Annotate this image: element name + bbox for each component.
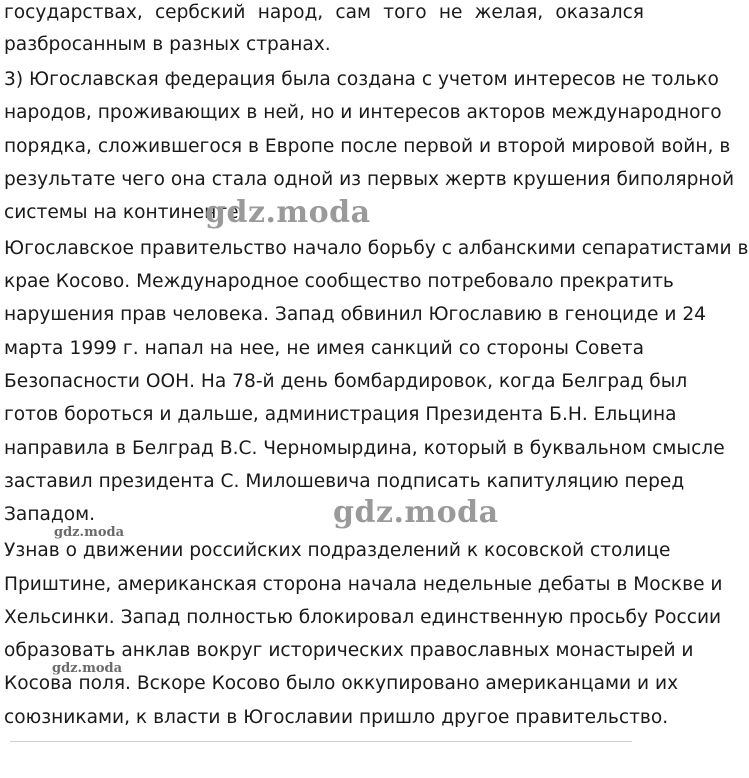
text-line: союзниками, к власти в Югославии пришло другое правительство. <box>4 707 669 728</box>
text-line: народов, проживающих в ней, но и интересов акторов международного <box>4 102 722 123</box>
text-line: системы на континенте. <box>4 202 245 223</box>
text-line: Косова поля. Вскоре Косово было оккупировано американцами и их <box>4 673 679 694</box>
text-line: Западом. <box>4 504 96 525</box>
text-line: Хельсинки. Запад полностью блокировал единственную просьбу России <box>4 607 722 628</box>
watermark-logo: gdz.moda <box>54 525 125 540</box>
text-line: заставил президента С. Милошевича подписать капитуляцию перед <box>4 471 685 492</box>
text-line: Безопасности ООН. На 78-й день бомбардировок, когда Белград был <box>4 371 688 392</box>
bottom-divider <box>10 741 632 742</box>
text-line: результате чего она стала одной из первых жертв крушения биполярной <box>4 169 735 190</box>
text-line: образовать анклав вокруг исторических православных монастырей и <box>4 640 694 661</box>
text-line: Узнав о движении российских подразделений к косовской столице <box>4 540 671 561</box>
text-line: Югославское правительство начало борьбу с албанскими сепаратистами в <box>4 238 749 259</box>
text-line: направила в Белград В.С. Черномырдина, который в буквальном смысле <box>4 438 725 459</box>
watermark-logo: gdz.moda <box>205 195 371 230</box>
text-line: крае Косово. Международное сообщество потребовало прекратить <box>4 271 674 292</box>
text-line: готов бороться и дальше, администрация Президента Б.Н. Ельцина <box>4 404 677 425</box>
text-line: государствах, сербский народ, сам того не желая, оказался <box>4 2 644 23</box>
text-line: Приштине, американская сторона начала недельные дебаты в Москве и <box>4 574 723 595</box>
text-line: 3) Югославская федерация была создана с учетом интересов не только <box>4 69 719 90</box>
text-line: разбросанным в разных странах. <box>4 34 331 55</box>
text-line: марта 1999 г. напал на нее, не имея санкций со стороны Совета <box>4 338 644 359</box>
text-line: порядка, сложившегося в Европе после первой и второй мировой войн, в <box>4 136 731 157</box>
watermark-logo: gdz.moda <box>333 495 499 530</box>
watermark-logo: gdz.moda <box>52 661 123 676</box>
text-line: нарушения прав человека. Запад обвинил Югославию в геноциде и 24 <box>4 304 706 325</box>
